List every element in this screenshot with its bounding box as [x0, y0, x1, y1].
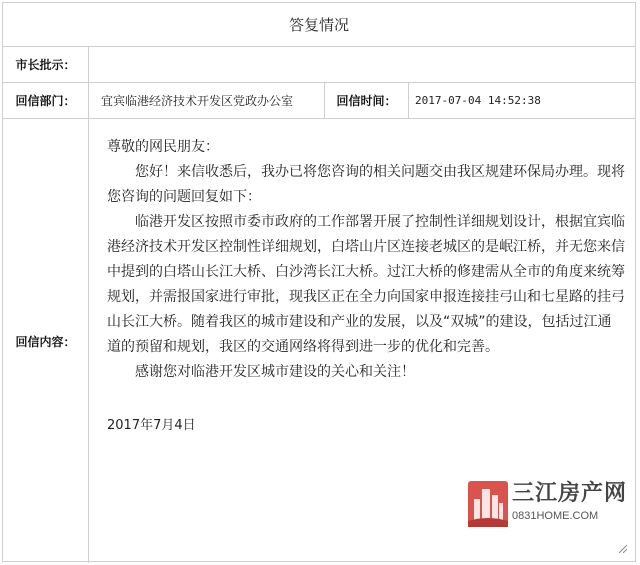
time-label: 回信时间：	[325, 83, 409, 118]
greeting: 尊敬的网民朋友：	[107, 139, 219, 155]
mayor-row	[3, 47, 635, 83]
mayor-label: 市长批示：	[3, 47, 89, 82]
paragraph-3: 感谢您对临港开发区城市建设的关心和关注！	[135, 364, 415, 380]
watermark-name-en: 0831HOME.COM	[512, 510, 599, 522]
dept-label: 回信部门：	[3, 83, 89, 118]
watermark-name-cn: 三江房产网	[512, 481, 628, 506]
building-logo-icon	[468, 481, 508, 527]
paragraph-2: 临港开发区按照市委市政府的工作部署开展了控制性详细规划设计，根据宜宾临港经济技术开发区控制性详细规划，白塔山片区连接老城区的是岷江桥，并无您来信中提到的白塔山长江大桥、白沙湾长江大桥。过江大桥的修建需从全市的角度来统筹规划，并需报国家进行审批，现我区正在全力向国家申报连接挂弓山和七星路的挂弓山长江大桥。随着我区的城市建设和产业的发展，以及“双城”的建设，包括过江通道的预留和规划，我区的交通网络将得到进一步的优化和完善。	[107, 214, 625, 355]
paragraph-1: 您好！来信收悉后，我办已将您咨询的相关问题交由我区规建环保局办理。现将您咨询的问题回复如下：	[107, 164, 625, 205]
dept-value: 宜宾临港经济技术开发区党政办公室	[89, 83, 325, 118]
content-label: 回信内容：	[3, 119, 89, 563]
resize-grip-icon[interactable]	[617, 543, 627, 553]
reply-panel	[2, 2, 636, 562]
reply-info-row	[3, 83, 635, 119]
mayor-value	[89, 47, 635, 82]
time-value: 2017-07-04 14:52:38	[415, 94, 541, 107]
panel-title: 答复情况	[3, 3, 635, 47]
watermark-logo	[468, 481, 628, 527]
reply-date: 2017年7月4日	[107, 418, 196, 433]
